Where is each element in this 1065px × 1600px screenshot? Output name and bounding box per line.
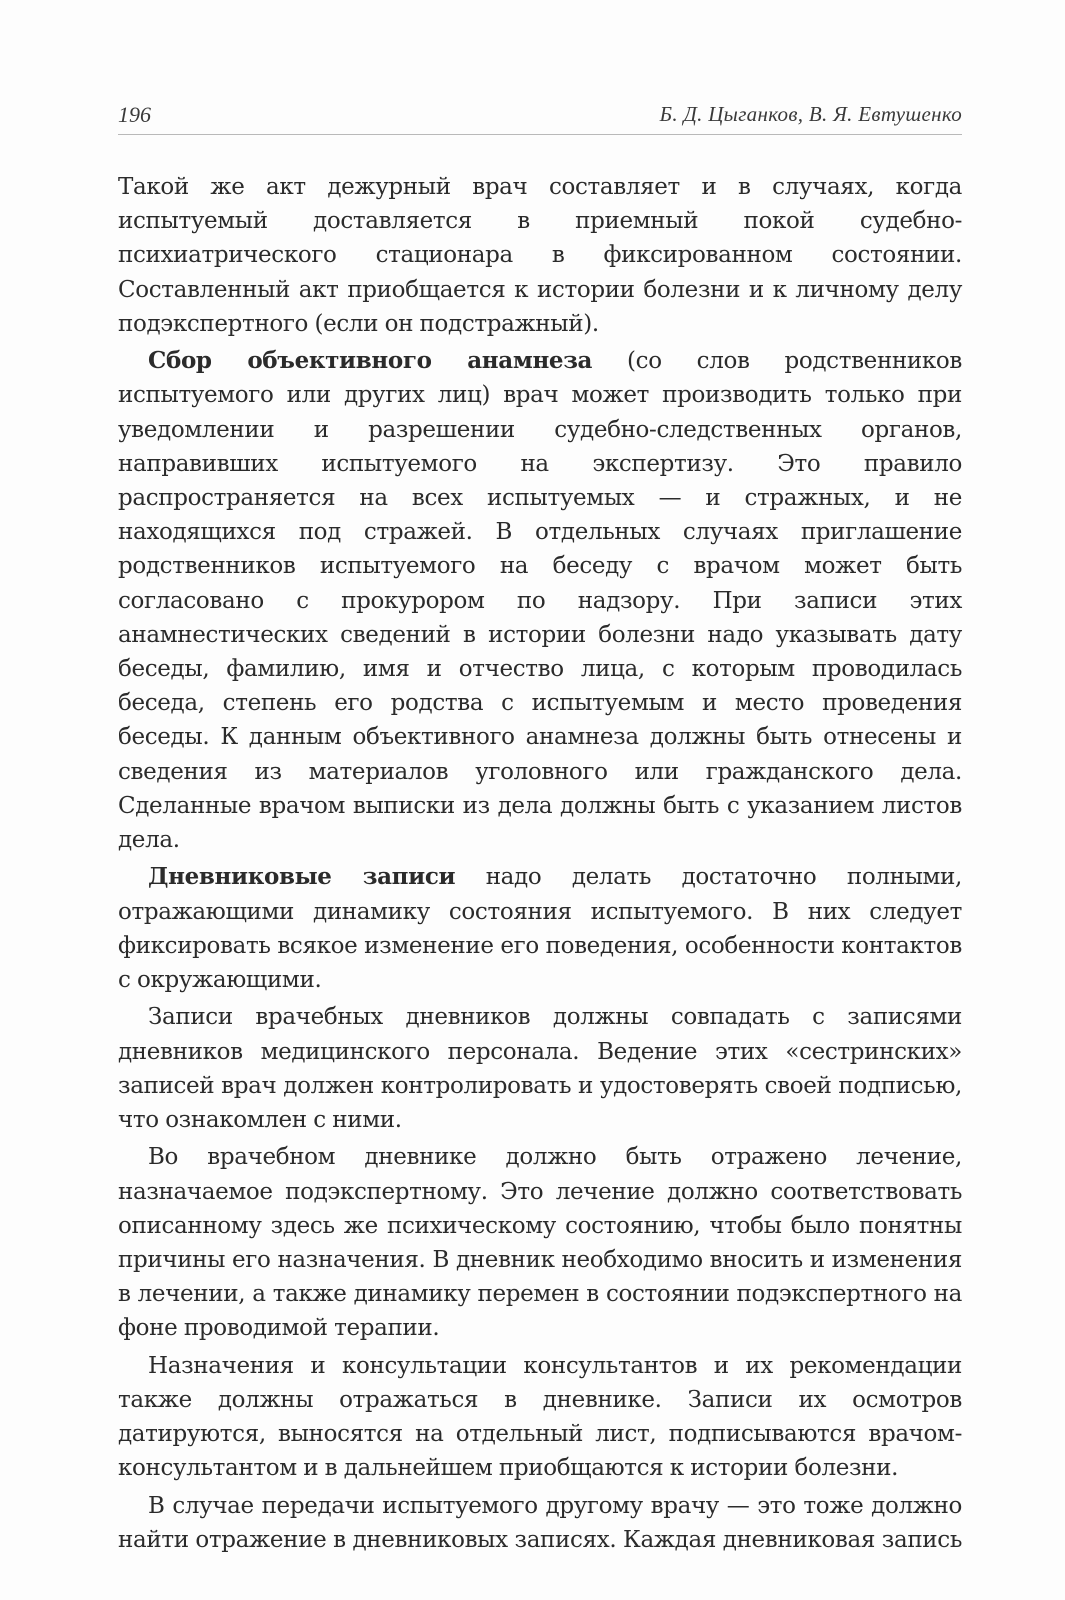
body-text: [118, 170, 962, 1560]
paragraph-diary-records: [118, 860, 962, 997]
paragraph-text: надо делать достаточно полными, отражающими динамику состояния испытуемого. В них следует фиксировать всякое изменение его поведения, особенности контактов с окружающими.: [118, 864, 962, 994]
paragraph-medical-staff-diaries: [118, 1000, 962, 1137]
running-head-authors: Б. Д. Цыганков, В. Я. Евтушенко: [659, 102, 962, 126]
paragraph-objective-anamnesis: [118, 344, 962, 857]
page-header: [118, 100, 962, 135]
paragraph-text: (со слов родственников испытуемого или других лиц) врач может производить только при уведомлении и разрешении судебно-следственных органов, направивших испытуемого на экспертизу. Это правило распространяется на всех испытуемых — и стражных, и не находящихся под стражей. В отдельных случаях приглашение родственников испытуемого на беседу с врачом может быть согласовано с прокурором по надзору. При записи этих анамнестических сведений в истории болезни надо указывать дату беседы, фамилию, имя и отчество лица, с которым проводилась беседа, степень его родства с испытуемым и место проведения беседы. К данным объективного анамнеза должны быть отнесены и сведения из материалов уголовного или гражданского дела. Сделанные врачом выписки из дела должны быть с указанием листов дела.: [118, 348, 963, 854]
paragraph-text: Записи врачебных дневников должны совпадать с записями дневников медицинского персонала. Ведение этих «сестринских» записей врач должен контролировать и удостоверять своей подписью, что ознакомлен с ними.: [118, 1004, 962, 1134]
paragraph-treatment: [118, 1140, 962, 1345]
page-number: 196: [118, 102, 151, 127]
paragraph-text: Назначения и консультации консультантов и их рекомендации также должны отражаться в дневнике. Записи их осмотров датируются, выносятся на отдельный лист, подписываются врачом-консультантом и в дальнейшем приобщаются к истории болезни.: [118, 1352, 962, 1482]
paragraph-consultations: [118, 1349, 962, 1486]
paragraph-lead-term: Сбор объективного анамнеза: [148, 347, 593, 375]
paragraph-intro-act: [118, 170, 962, 341]
paragraph-text: В случае передачи испытуемого другому врачу — это тоже должно найти отражение в дневниковых записях. Каждая дневниковая запись: [118, 1492, 962, 1554]
paragraph-text: Во врачебном дневнике должно быть отражено лечение, назначаемое подэкспертному. Это лечение должно соответствовать описанному здесь же психическому состоянию, чтобы было понятны причины его назначения. В дневник необходимо вносить и изменения в лечении, а также динамику перемен в состоянии подэкспертного на фоне проводимой терапии.: [118, 1144, 962, 1342]
paragraph-transfer: [118, 1489, 962, 1557]
paragraph-lead-term: Дневниковые записи: [148, 863, 456, 891]
paragraph-text: Такой же акт дежурный врач составляет и в случаях, когда испытуемый доставляется в приемный покой судебно-психиатрического стационара в фиксированном состоянии. Составленный акт приобщается к истории болезни и к личному делу подэкспертного (если он подстражный).: [118, 174, 962, 337]
